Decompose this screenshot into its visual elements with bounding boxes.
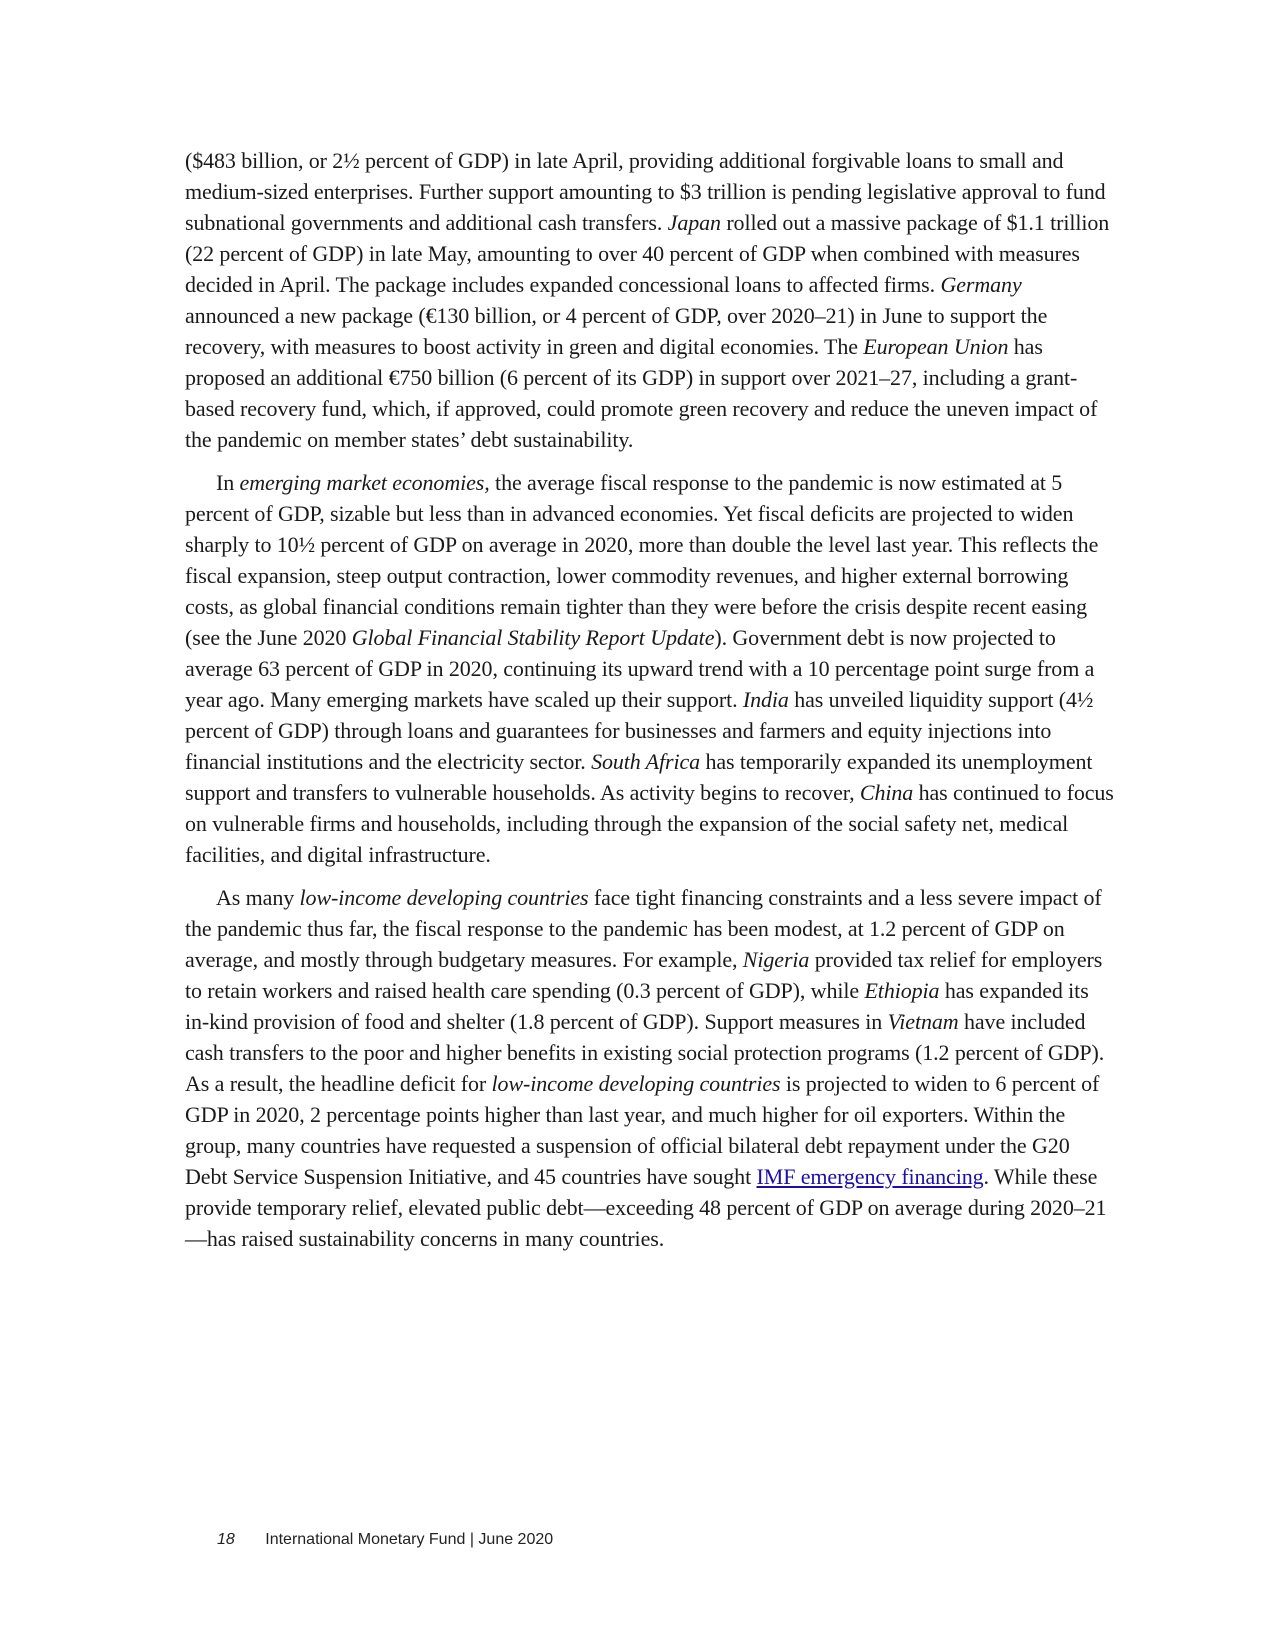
footer-text: International Monetary Fund | June 2020: [265, 1531, 554, 1548]
page-footer: [217, 1531, 553, 1549]
italic-term: European Union: [863, 334, 1009, 359]
text-run: have included cash transfers to the poor and higher benefits in existing social protection programs (1.2 percent of GDP). As a result, the headline deficit for: [185, 1009, 1105, 1096]
paragraph-3: [185, 882, 1115, 1254]
imf-emergency-financing-link[interactable]: IMF emergency financing: [756, 1164, 984, 1189]
italic-term: Vietnam: [887, 1009, 959, 1034]
text-run: has continued to focus on vulnerable firms and households, including through the expansion of the social safety net, medical facilities, and digital infrastructure.: [185, 780, 1114, 867]
italic-term: India: [742, 687, 789, 712]
document-body: [185, 145, 1115, 1266]
text-run: the average fiscal response to the pandemic is now estimated at 5 percent of GDP, sizable but less than in advanced economies. Yet fiscal deficits are projected to widen sharply to 10½ percent of GDP on average in 2020, more than double the level last year. This reflects the fiscal expansion, steep output contraction, lower commodity revenues, and higher external borrowing costs, as global financial conditions remain tighter than they were before the crisis despite recent easing (see the June 2020: [185, 470, 1099, 650]
text-run: provided tax relief for employers to retain workers and raised health care spending (0.3 percent of GDP), while: [185, 947, 1103, 1003]
text-run: ($483 billion, or 2½ percent of GDP) in late April, providing additional forgivable loans to small and medium-sized enterprises. Further support amounting to $3 trillion is pending legislative approval to fund subnational governments and additional cash transfers.: [185, 148, 1106, 235]
text-run: rolled out a massive package of $1.1 trillion (22 percent of GDP) in late May, amounting to over 40 percent of GDP when combined with measures decided in April. The package includes expanded concessional loans to affected firms.: [185, 210, 1110, 297]
text-run: announced a new package (€130 billion, or 4 percent of GDP, over 2020–21) in June to support the recovery, with measures to boost activity in green and digital economies. The: [185, 303, 1048, 359]
italic-term: Nigeria: [742, 947, 810, 972]
text-run: As many: [216, 885, 300, 910]
italic-term: low-income developing countries: [299, 885, 589, 910]
paragraph-1: [185, 145, 1115, 455]
text-run: has temporarily expanded its unemployment support and transfers to vulnerable households. As activity begins to recover,: [185, 749, 1093, 805]
text-run: ). Government debt is now projected to average 63 percent of GDP in 2020, continuing its upward trend with a 10 percentage point surge from a year ago. Many emerging markets have scaled up their support.: [185, 625, 1095, 712]
text-run: has proposed an additional €750 billion (6 percent of its GDP) in support over 2021–27, including a grant-based recovery fund, which, if approved, could promote green recovery and reduce the uneven impact of the pandemic on member states’ debt sustainability.: [185, 334, 1098, 452]
text-run: has unveiled liquidity support (4½ percent of GDP) through loans and guarantees for businesses and farmers and equity injections into financial institutions and the electricity sector.: [185, 687, 1094, 774]
italic-term: Ethiopia: [864, 978, 940, 1003]
italic-term: emerging market economies,: [239, 470, 490, 495]
text-run: face tight financing constraints and a less severe impact of the pandemic thus far, the fiscal response to the pandemic has been modest, at 1.2 percent of GDP on average, and mostly through budgetary measures. For example,: [185, 885, 1102, 972]
page-number: 18: [217, 1531, 235, 1548]
italic-term: Japan: [667, 210, 721, 235]
text-run: has expanded its in-kind provision of food and shelter (1.8 percent of GDP). Support measures in: [185, 978, 1089, 1034]
italic-term: China: [859, 780, 914, 805]
text-run: is projected to widen to 6 percent of GDP in 2020, 2 percentage points higher than last year, and much higher for oil exporters. Within the group, many countries have requested a suspension of official bilateral debt repayment under the G20 Debt Service Suspension Initiative, and 45 countries have sought: [185, 1071, 1100, 1189]
text-run: In: [216, 470, 240, 495]
italic-term: Global Financial Stability Report Update: [351, 625, 715, 650]
paragraph-2: [185, 467, 1115, 870]
text-run: . While these provide temporary relief, elevated public debt—exceeding 48 percent of GDP on average during 2020–21—has raised sustainability concerns in many countries.: [185, 1164, 1107, 1251]
italic-term: South Africa: [591, 749, 701, 774]
italic-term: Germany: [940, 272, 1022, 297]
italic-term: low-income developing countries: [491, 1071, 781, 1096]
